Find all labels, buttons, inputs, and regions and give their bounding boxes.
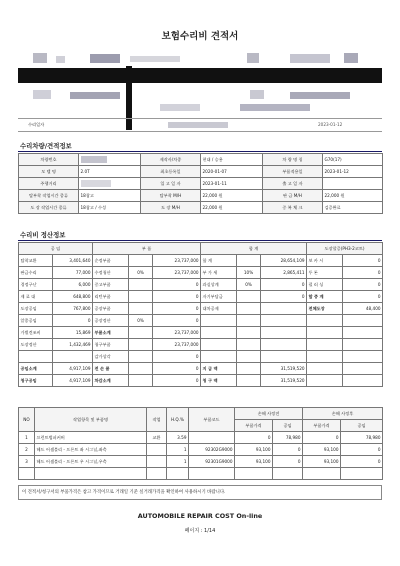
table-cell: 공장부품 xyxy=(93,303,129,315)
table-cell: 순정부품 xyxy=(93,255,129,267)
field-value xyxy=(323,178,383,190)
table-cell xyxy=(341,468,383,480)
field-label: 차 량 명 칭 xyxy=(263,154,323,166)
table-cell xyxy=(261,315,307,327)
page-title: 보험수리비 견적서 xyxy=(161,31,239,42)
table-cell: 헤드 어셈블리 - 프론트 좌 시그널,좌측 xyxy=(35,444,147,456)
table-row xyxy=(19,351,383,363)
table-cell xyxy=(307,375,343,387)
table-cell: 4,917,109 xyxy=(53,363,93,375)
table-cell xyxy=(343,315,383,327)
table-cell: 93,100 xyxy=(235,444,273,456)
table-cell: 6,000 xyxy=(53,279,93,291)
table-cell xyxy=(129,351,153,363)
notice-text: 이 견적서/청구서의 부품가격은 참고 가격이므로 거래일 기준 실거래가격을 확인하여 사용하시기 바랍니다. xyxy=(18,485,382,500)
field-value: 18참고 xyxy=(79,190,141,202)
table-cell xyxy=(129,339,153,351)
field-label: 부품적용일 xyxy=(263,166,323,178)
field-value: 2023-01-12 xyxy=(323,166,383,178)
table-row xyxy=(19,190,383,202)
table-cell xyxy=(343,375,383,387)
table-cell: 93,100 xyxy=(303,456,341,468)
table-row xyxy=(19,315,383,327)
table-cell: 15,869 xyxy=(53,327,93,339)
table-cell: 도장공임 xyxy=(19,303,53,315)
table-cell xyxy=(343,327,383,339)
table-cell xyxy=(237,255,261,267)
table-cell: 청구부품 xyxy=(93,339,129,351)
table-cell xyxy=(237,375,261,387)
table-cell xyxy=(237,363,261,375)
table-cell xyxy=(237,291,261,303)
table-cell: 23,737,000 xyxy=(153,255,201,267)
field-label: 차량번호 xyxy=(19,154,79,166)
table-cell: 전체도장 xyxy=(307,303,343,315)
table-cell xyxy=(129,291,153,303)
table-cell: 3.59 xyxy=(167,432,189,444)
table-cell: 0 xyxy=(153,315,201,327)
table-cell: 48,400 xyxy=(343,303,383,315)
table-cell xyxy=(343,363,383,375)
table-cell: 부품소계 xyxy=(93,327,129,339)
table-cell xyxy=(273,468,303,480)
vehicle-table xyxy=(18,153,383,214)
table-row xyxy=(19,327,383,339)
column-header: 작업항목 및 부품명 xyxy=(35,408,147,432)
table-cell: 교환 xyxy=(147,432,167,444)
table-cell: 92301G9000 xyxy=(189,456,235,468)
field-value xyxy=(79,154,141,166)
table-cell xyxy=(147,444,167,456)
table-cell: 판금수리 xyxy=(19,267,53,279)
table-cell xyxy=(307,315,343,327)
table-cell: 탈착교환 xyxy=(19,255,53,267)
footer-page: 페이지 : 1/14 xyxy=(184,528,216,534)
table-cell: 1 xyxy=(167,456,189,468)
table-cell xyxy=(129,279,153,291)
table-cell: 0 xyxy=(235,432,273,444)
table-row xyxy=(19,468,383,480)
table-cell: 0% xyxy=(129,267,153,279)
header-partial-right: 2023-01-12 xyxy=(318,122,343,127)
table-cell: 0 xyxy=(273,444,303,456)
footer-brand: AUTOMOBILE REPAIR COST On-line xyxy=(137,512,263,520)
table-cell: 리턴부품 xyxy=(93,291,129,303)
table-cell: 헤드 어셈블리 - 프론트 우 시그널,우측 xyxy=(35,456,147,468)
table-cell: 0 xyxy=(273,456,303,468)
table-cell: 도장정산 xyxy=(19,339,53,351)
field-label: 모 델 명 xyxy=(19,166,79,178)
column-header: 공임 xyxy=(341,420,383,432)
table-row xyxy=(19,363,383,375)
table-cell: 과실상계 xyxy=(201,279,237,291)
table-cell: 프런트범퍼커버 xyxy=(35,432,147,444)
table-cell: 감가상각 xyxy=(93,351,129,363)
field-label: 입 고 일 자 xyxy=(141,178,201,190)
table-cell xyxy=(129,375,153,387)
column-header: 공 임 xyxy=(19,243,93,255)
table-cell: 0 xyxy=(153,279,201,291)
field-label: 출 고 일 자 xyxy=(263,178,323,190)
settlement-section-title: 수리비 정산정보 xyxy=(20,231,66,239)
table-cell: 차감소계 xyxy=(93,375,129,387)
table-cell: 2,865,411 xyxy=(261,267,307,279)
table-cell: 2 xyxy=(19,444,35,456)
field-label: 도 장 작업시간 종류 xyxy=(19,202,79,214)
table-cell: 23,737,000 xyxy=(153,339,201,351)
table-cell: 지 급 액 xyxy=(201,363,237,375)
field-label: 탈부착 작업시간 종류 xyxy=(19,190,79,202)
column-header: NO xyxy=(19,408,35,432)
redacted-plate xyxy=(81,156,107,163)
table-cell: 767,800 xyxy=(53,303,93,315)
table-cell: 23,737,000 xyxy=(153,327,201,339)
table-cell: 자기부담금 xyxy=(201,291,237,303)
field-value: 2023-01-11 xyxy=(201,178,263,190)
table-cell: 3 xyxy=(19,456,35,468)
table-cell: 93,100 xyxy=(235,456,273,468)
table-cell: 알종공임 xyxy=(19,315,53,327)
table-cell xyxy=(189,468,235,480)
table-cell: 0 xyxy=(153,375,201,387)
table-cell: 0 xyxy=(153,291,201,303)
table-cell xyxy=(303,468,341,480)
table-cell: 0 xyxy=(343,279,383,291)
table-cell: 대차공제 xyxy=(201,303,237,315)
field-value: 22,000 원 xyxy=(323,190,383,202)
table-cell: 투 톤 xyxy=(307,267,343,279)
field-label: 중 복 체 크 xyxy=(263,202,323,214)
field-value: 22,000 원 xyxy=(201,202,263,214)
table-cell xyxy=(35,468,147,480)
settlement-section-line xyxy=(18,240,382,241)
header-partial-left: 수리일자 xyxy=(28,122,45,127)
table-cell xyxy=(261,303,307,315)
table-cell: 0 xyxy=(341,444,383,456)
table-cell: 1 xyxy=(167,444,189,456)
settlement-table xyxy=(18,242,383,387)
field-value: 18참고 / 수성 xyxy=(79,202,141,214)
table-row xyxy=(19,303,383,315)
table-cell xyxy=(147,456,167,468)
table-cell xyxy=(343,339,383,351)
table-row xyxy=(19,154,383,166)
table-cell xyxy=(129,363,153,375)
table-cell: 648,800 xyxy=(53,291,93,303)
table-cell: 78,980 xyxy=(273,432,303,444)
table-cell: 31,519,520 xyxy=(261,375,307,387)
table-cell: 공임소계 xyxy=(19,363,53,375)
table-cell xyxy=(129,255,153,267)
table-cell xyxy=(237,351,261,363)
table-cell: 0 xyxy=(343,267,383,279)
table-cell: 펄 러 싱 xyxy=(307,279,343,291)
table-cell: 0 xyxy=(153,303,201,315)
field-label: 도 장 M/H xyxy=(141,202,201,214)
items-table xyxy=(18,407,383,480)
table-cell: 0 xyxy=(261,291,307,303)
table-cell: 3,401,640 xyxy=(53,255,93,267)
table-row xyxy=(19,339,383,351)
column-header: 작업 xyxy=(147,408,167,432)
column-header: 합 계 xyxy=(201,243,307,255)
column-header: H.Q.% xyxy=(167,408,189,432)
table-cell: 중고부품 xyxy=(93,279,129,291)
vehicle-section-line xyxy=(18,151,382,152)
field-value: 2.0T xyxy=(79,166,141,178)
table-cell xyxy=(201,315,237,327)
column-header: 부품코드 xyxy=(189,408,235,432)
table-cell: 청 구 액 xyxy=(201,375,237,387)
table-cell: 0 xyxy=(153,363,201,375)
table-cell xyxy=(261,339,307,351)
table-cell xyxy=(201,327,237,339)
table-header-row xyxy=(19,243,383,255)
column-header: 손해 사정후 xyxy=(303,408,383,420)
table-cell xyxy=(201,339,237,351)
field-label: 제작사/차종 xyxy=(141,154,201,166)
table-cell: 부 가 세 xyxy=(201,267,237,279)
table-cell xyxy=(261,327,307,339)
table-cell xyxy=(19,351,53,363)
table-cell: 합 계 xyxy=(201,255,237,267)
table-cell xyxy=(307,327,343,339)
table-row xyxy=(19,178,383,190)
table-cell xyxy=(19,468,35,480)
column-header: 부 품 xyxy=(93,243,201,255)
table-cell: 가별견조비 xyxy=(19,327,53,339)
table-cell xyxy=(307,339,343,351)
table-row xyxy=(19,456,383,468)
table-row xyxy=(19,291,383,303)
table-cell xyxy=(167,468,189,480)
vehicle-section-title: 수리차량/견적정보 xyxy=(20,142,72,150)
field-value xyxy=(79,178,141,190)
field-value: 검증완료 xyxy=(323,202,383,214)
table-cell xyxy=(235,468,273,480)
table-cell: 전 손 품 xyxy=(93,363,129,375)
table-cell: 공장정산 xyxy=(93,315,129,327)
table-cell xyxy=(261,351,307,363)
table-row xyxy=(19,279,383,291)
table-cell: 28,654,109 xyxy=(261,255,307,267)
table-header-row xyxy=(19,408,383,420)
field-label: 최초등록일 xyxy=(141,166,201,178)
column-header: 손해 사정전 xyxy=(235,408,303,420)
table-cell: 4,917,109 xyxy=(53,375,93,387)
table-cell: 0 xyxy=(343,291,383,303)
table-cell: 23,737,000 xyxy=(153,267,201,279)
field-value: 2020-01-07 xyxy=(201,166,263,178)
field-value: 22,000 원 xyxy=(201,190,263,202)
table-cell: 0 xyxy=(343,255,383,267)
table-cell xyxy=(129,303,153,315)
redacted-header xyxy=(0,0,400,140)
table-cell: 93,100 xyxy=(303,444,341,456)
table-cell xyxy=(147,468,167,480)
table-cell: 청구공임 xyxy=(19,375,53,387)
table-row xyxy=(19,432,383,444)
table-cell: 31,519,520 xyxy=(261,363,307,375)
table-cell: 1 xyxy=(19,432,35,444)
field-label: 판 금 M/H xyxy=(263,190,323,202)
table-cell: 제 료 대 xyxy=(19,291,53,303)
column-header: 부품가격 xyxy=(235,420,273,432)
table-cell: 0 xyxy=(261,279,307,291)
table-cell xyxy=(343,351,383,363)
table-row xyxy=(19,202,383,214)
table-cell xyxy=(307,363,343,375)
field-label: 주행거리 xyxy=(19,178,79,190)
table-cell xyxy=(53,351,93,363)
table-cell: 0 xyxy=(53,315,93,327)
table-cell: 92302G9000 xyxy=(189,444,235,456)
table-cell: 0 xyxy=(153,351,201,363)
table-cell: 0 xyxy=(341,456,383,468)
table-cell: 0 xyxy=(303,432,341,444)
table-row xyxy=(19,166,383,178)
table-cell xyxy=(237,327,261,339)
redacted-mileage xyxy=(81,180,111,187)
field-value: G70(17) xyxy=(323,154,383,166)
table-cell: 10% xyxy=(237,267,261,279)
table-cell xyxy=(201,351,237,363)
table-cell: 보 카 시 xyxy=(307,255,343,267)
table-cell xyxy=(307,351,343,363)
table-cell: 경정구난 xyxy=(19,279,53,291)
table-cell: 78,980 xyxy=(341,432,383,444)
table-cell xyxy=(129,327,153,339)
table-cell: 77,000 xyxy=(53,267,93,279)
field-label: 탈부착 M/H xyxy=(141,190,201,202)
table-cell xyxy=(237,303,261,315)
column-header: 공임 xyxy=(273,420,303,432)
table-cell: 0% xyxy=(129,315,153,327)
table-cell: 1,432,469 xyxy=(53,339,93,351)
table-cell xyxy=(237,339,261,351)
table-cell xyxy=(237,315,261,327)
table-cell xyxy=(189,432,235,444)
table-row xyxy=(19,375,383,387)
column-header: 부품가격 xyxy=(303,420,341,432)
field-value: 현대 / 승용 xyxy=(201,154,263,166)
table-row xyxy=(19,267,383,279)
table-row xyxy=(19,255,383,267)
table-cell: 할 증 계 xyxy=(307,291,343,303)
table-cell: 0% xyxy=(237,279,261,291)
column-header: 도장할증(PH3-2코트) xyxy=(307,243,383,255)
table-cell: 수정청산 xyxy=(93,267,129,279)
table-row xyxy=(19,444,383,456)
